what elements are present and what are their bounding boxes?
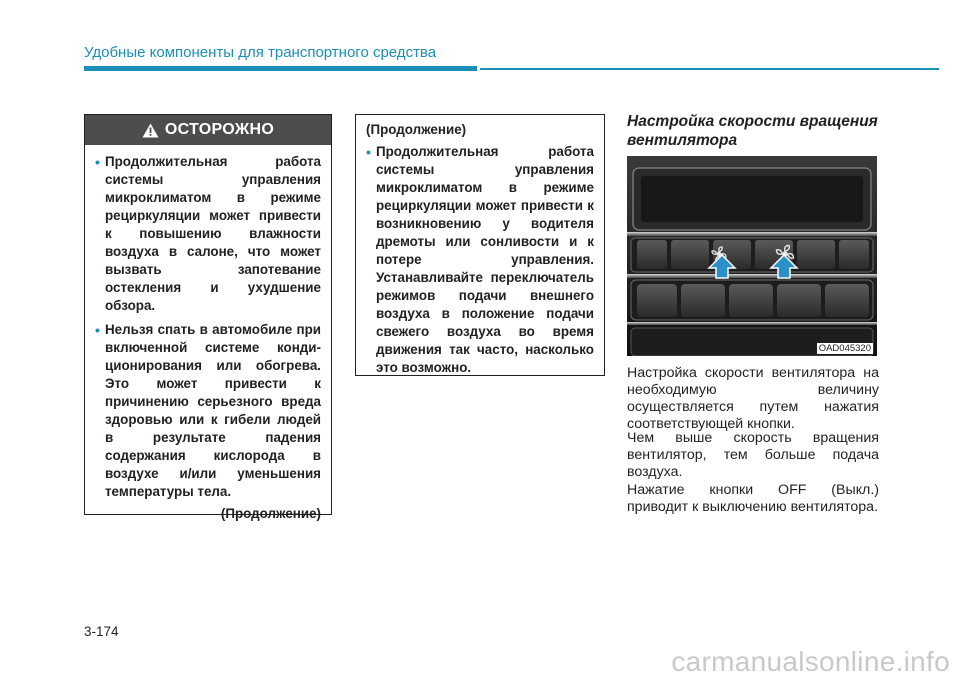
paragraph: Чем выше скорость вращения вентилятор, тем больше подача воздуха.	[627, 430, 879, 480]
page-number: 3-174	[84, 624, 119, 639]
header-rule-thin	[480, 68, 939, 70]
paragraph: Нажатие кнопки OFF (Выкл.) приводит к выключению вентилятора.	[627, 482, 879, 515]
watermark-link[interactable]: carmanualsonline.info	[671, 646, 950, 677]
section-title: Настройка скорости вращения вентилятора	[627, 113, 878, 149]
image-code: OAD045320	[818, 343, 871, 354]
bullet-icon: •	[95, 154, 100, 170]
warning-item-text: Нельзя спать в автомобиле при включенной системе конди-ционирования или обогрева. Это может привести к причинению серьезного вреда здоровью или к гибели людей в результате падения содержания кислорода в воздухе и/или уменьшения температуры тела.	[105, 322, 321, 499]
continuation-item-text: Продолжительная работа системы управления микроклиматом в режиме рециркуляции может привести к возникновению у водителя дремоты или сонливости и к потере управления. Устанавливайте переключатель режимов подачи внешнего воздуха в положение подачи свежего воздуха во время движения так часто, насколько это возможно.	[376, 144, 594, 375]
continuation-title: (Продолжение)	[366, 122, 467, 137]
warning-header	[85, 115, 331, 145]
control-panel-photo	[627, 156, 877, 356]
paragraph: Настройка скорости вентилятора на необходимую величину осуществляется путем нажатия соответствующей кнопки.	[627, 365, 879, 432]
warning-item	[95, 153, 321, 315]
header-rule-thick	[84, 66, 477, 71]
bullet-icon: •	[366, 144, 371, 160]
warning-item	[95, 321, 321, 501]
warning-triangle-icon	[142, 123, 159, 138]
warning-item-text: Продолжительная работа системы управления микроклиматом в режиме рециркуляции может привести к повышению влажности воздуха в салоне, что может вызвать запотевание остекления и ухудшение обзора.	[105, 154, 321, 313]
continuation-item	[366, 143, 594, 377]
section-header-title: Удобные компоненты для транспортного средства	[84, 44, 437, 61]
control-panel-illustration	[627, 156, 877, 356]
warning-box	[84, 114, 332, 521]
warning-continued: (Продолжение)	[220, 506, 321, 521]
warning-title: ОСТОРОЖНО	[164, 121, 275, 138]
bullet-icon: •	[95, 322, 100, 338]
continuation-box	[355, 114, 605, 376]
